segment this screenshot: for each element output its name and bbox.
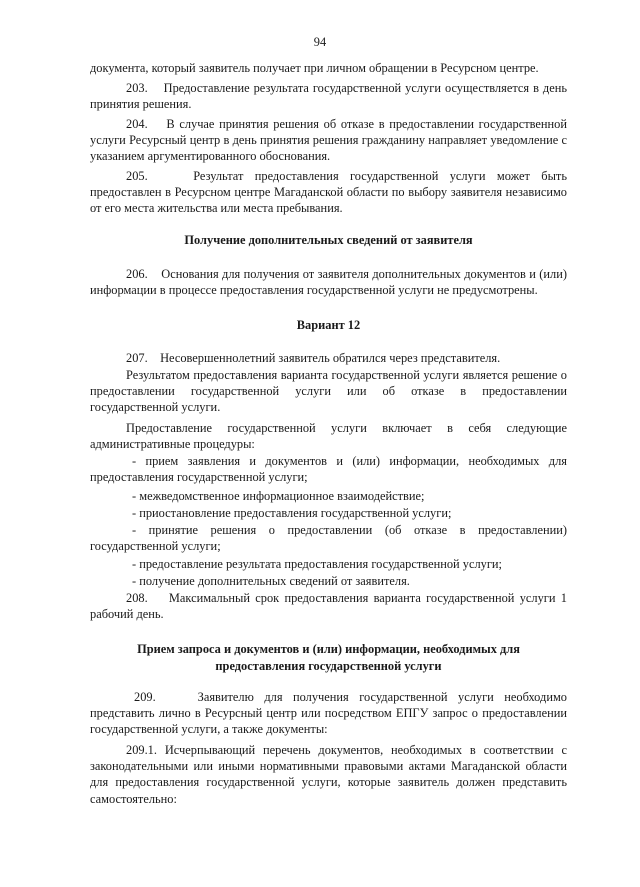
variant-heading: Вариант 12 [296,318,361,332]
list-item-text: - предоставление результата предоставления государственной услуги; [132,557,502,571]
list-item-text: - прием заявления и документов и (или) информации, необходимых для предоставления государственной услуги; [90,454,567,485]
list-item-3 [90,505,567,521]
list-item-5 [90,556,567,572]
paragraph-procedures [90,420,567,452]
paragraph-text: 208. Максимальный срок предоставления варианта государственной услуги 1 рабочий день. [90,591,567,622]
paragraph-208 [90,590,567,622]
list-item-text: - получение дополнительных сведений от заявителя. [132,574,410,588]
paragraph-203 [90,80,567,112]
list-item-6 [90,573,567,589]
list-item-2 [90,488,567,504]
paragraph-text: 204. В случае принятия решения об отказе в предоставлении государственной услуги Ресурсный центр в день принятия решения гражданину направляет уведомление с указанием аргументированного обоснования. [90,117,567,164]
paragraph-204 [90,116,567,165]
list-item-4 [90,522,567,554]
paragraph-209 [90,689,567,738]
page-number: 94 [313,35,327,49]
paragraph-205 [90,168,567,217]
paragraph-text: Результатом предоставления варианта государственной услуги является решение о предоставлении государственной услуги или об отказе в предоставлении государственной услуги. [90,368,567,415]
list-item-text: - межведомственное информационное взаимодействие; [132,489,425,503]
paragraph-text: 206. Основания для получения от заявителя дополнительных документов и (или) информации в процессе предоставления государственной услуги не предусмотрены. [90,267,567,298]
paragraph-text: 209. Заявителю для получения государственной услуги необходимо представить лично в Ресурсный центр или посредством ЕПГУ запрос о предоставлении государственной услуги, а также документы: [90,690,567,737]
paragraph-206 [90,266,567,298]
paragraph-text: 207. Несовершеннолетний заявитель обратился через представителя. [126,351,501,365]
paragraph-text: 209.1. Исчерпывающий перечень документов, необходимых в соответствии с законодательными или иными нормативными правовыми актами Магаданской области для предоставления государственной услуги, которые заявитель должен представить самостоятельно: [90,743,567,806]
list-item-text: - принятие решения о предоставлении (об отказе в предоставлении) государственной услуги; [90,523,567,554]
list-item-1 [90,453,567,485]
section-heading: Получение дополнительных сведений от заявителя [184,233,473,247]
paragraph-207 [90,350,567,366]
list-item-text: - приостановление предоставления государственной услуги; [132,506,452,520]
paragraph-text: Предоставление государственной услуги включает в себя следующие административные процедуры: [90,421,567,452]
section-heading-line-1: Прием запроса и документов и (или) информации, необходимых для [137,642,520,656]
paragraph-text: 205. Результат предоставления государственной услуги может быть предоставлен в Ресурсном центре Магаданской области по выбору заявителя независимо от его места жительства или места пребывания. [90,169,567,216]
section-heading-line-2: предоставления государственной услуги [215,659,442,673]
paragraph-text: 203. Предоставление результата государственной услуги осуществляется в день принятия решения. [90,81,567,112]
paragraph-209-1 [90,742,567,807]
paragraph-text: документа, который заявитель получает при личном обращении в Ресурсном центре. [90,61,539,75]
paragraph-continuation [90,60,567,76]
paragraph-result [90,367,567,416]
